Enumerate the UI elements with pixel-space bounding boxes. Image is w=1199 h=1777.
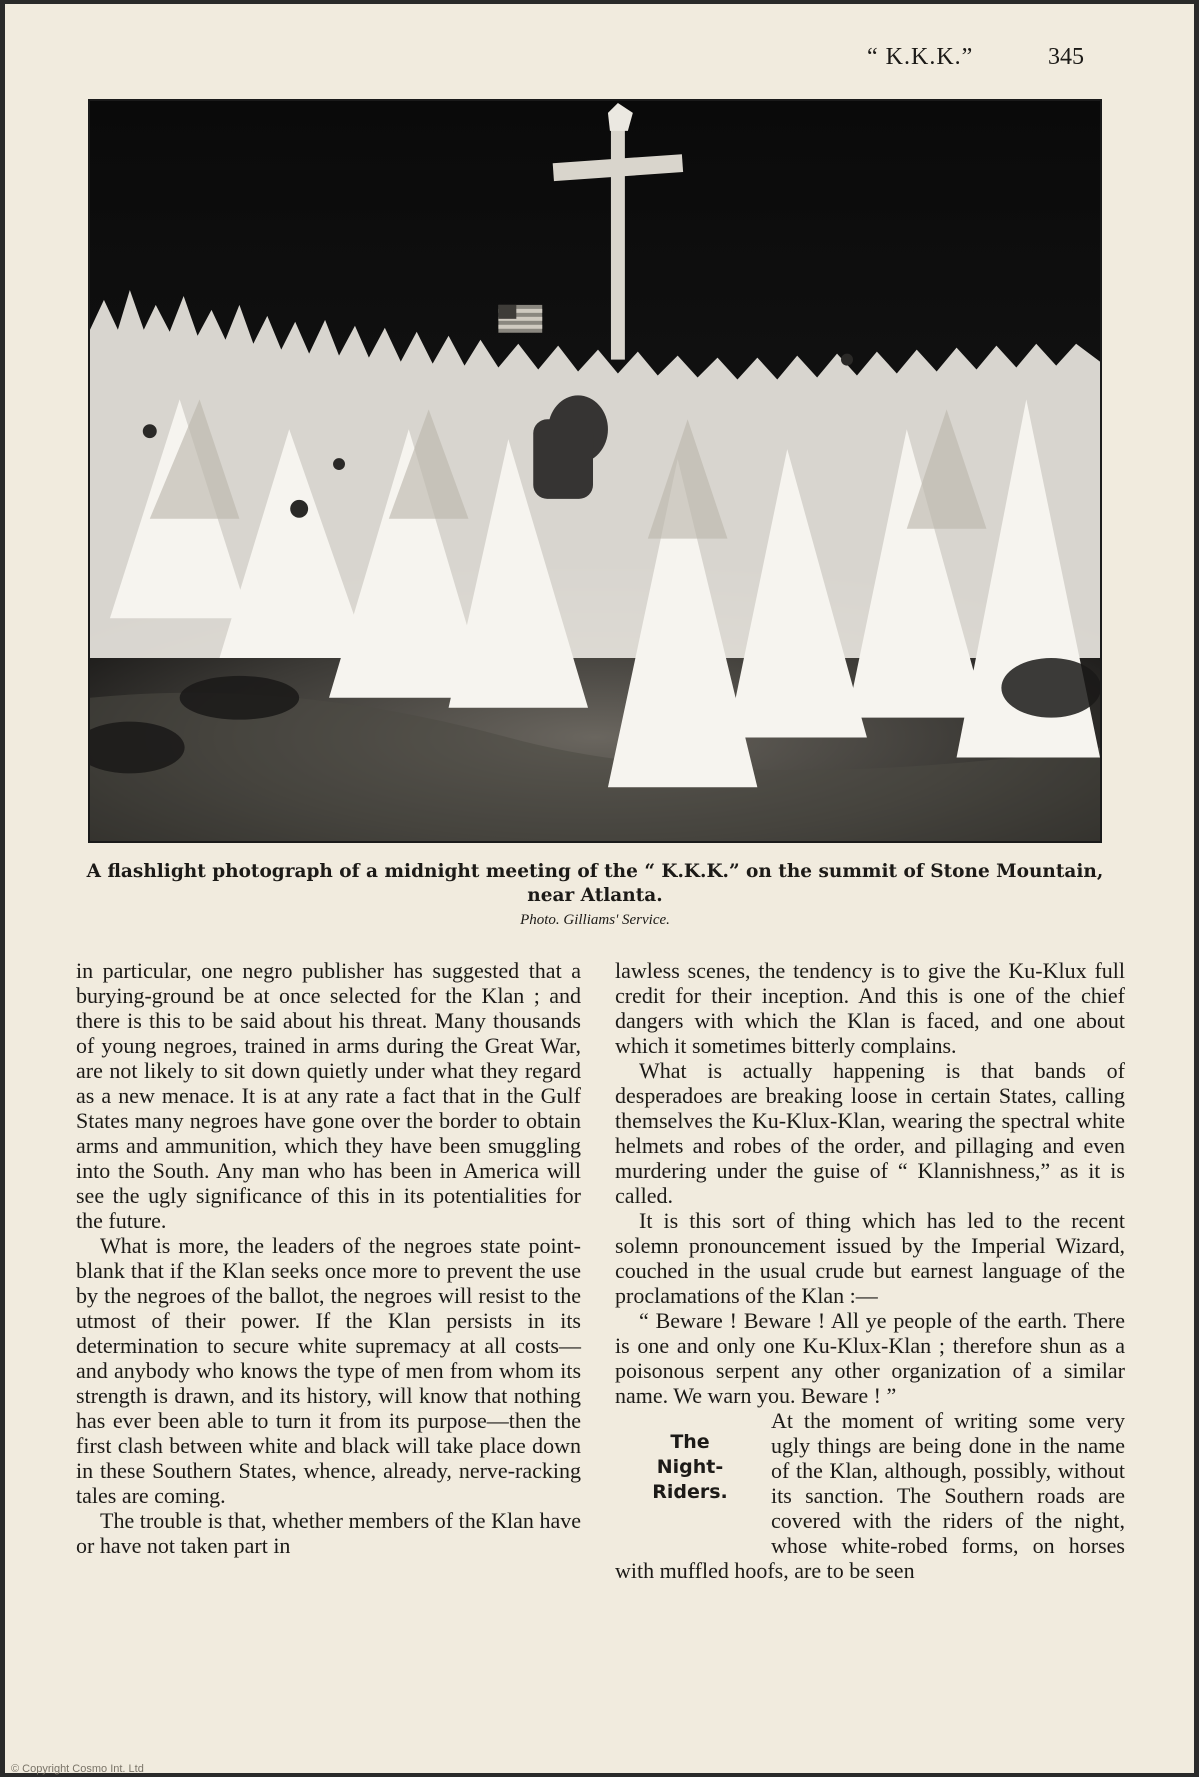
photo-caption: A flashlight photograph of a midnight meeting of the “ K.K.K.” on the summit of Stone Mountain, near Atlanta. [86, 861, 1104, 906]
running-title: “ K.K.K.” [867, 44, 974, 70]
paragraph: The trouble is that, whether members of the Klan have or have not taken part in [76, 1508, 581, 1558]
night-rally-photo [90, 101, 1100, 841]
left-column [76, 958, 581, 1558]
magazine-page [5, 4, 1194, 1773]
paragraph: What is more, the leaders of the negroes state point-blank that if the Klan seeks once more to prevent the use by the negroes of the ballot, the negroes will resist to the utmost of their power. If the Klan persists in its determination to secure white supremacy at all costs—and anybody who knows the type of men from whom its strength is drawn, and its history, will know that nothing has ever been able to turn it from its purpose—then the first clash between white and black will take place down in these Southern States, whence, already, nerve-racking tales are coming. [76, 1233, 581, 1508]
sidehead-line: The [670, 1431, 710, 1453]
sidehead-block [615, 1408, 1125, 1583]
photograph [88, 99, 1102, 843]
sidehead-line: Night- [656, 1456, 724, 1478]
right-column [615, 958, 1125, 1583]
page-number: 345 [1048, 44, 1084, 70]
photo-credit: Photo. Gilliams' Service. [520, 912, 670, 928]
paragraph: What is actually happening is that bands of desperadoes are breaking loose in certain States, calling themselves the Ku-Klux-Klan, wearing the spectral white helmets and robes of the order, and pillaging and even murdering under the guise of “ Klannishness,” as it is called. [615, 1058, 1125, 1208]
paragraph: in particular, one negro publisher has suggested that a burying-ground be at once selected for the Klan ; and there is this to be said about his threat. Many thousands of young negroes, trained in arms during the Great War, are not likely to sit down quietly under what they regard as a new menace. It is at any rate a fact that in the Gulf States many negroes have gone over the border to obtain arms and ammunition, which they have been smuggling into the South. Any man who has been in America will see the ugly significance of this in its potentialities for the future. [76, 958, 581, 1233]
quotation: “ Beware ! Beware ! All ye people of the earth. There is one and only one Ku-Klux-Klan ; therefore shun as a poisonous serpent any other organization of a similar name. We warn you. Beware ! ” [615, 1308, 1125, 1408]
paragraph: It is this sort of thing which has led to the recent solemn pronouncement issued by the Imperial Wizard, couched in the usual crude but earnest language of the proclamations of the Klan :— [615, 1208, 1125, 1308]
section-sidehead [615, 1430, 765, 1555]
copyright-watermark: © Copyright Cosmo Int. Ltd [11, 1763, 144, 1775]
paragraph: lawless scenes, the tendency is to give the Ku-Klux full credit for their inception. And this is one of the chief dangers with which the Klan is faced, and one about which it sometimes bitterly complains. [615, 958, 1125, 1058]
sidehead-line: Riders. [652, 1481, 728, 1503]
paragraph: At the moment of writing some very ugly things are being done in the name of the Klan, although, possibly, without its sanction. The Southern roads are covered with the riders of the night, whose white-robed forms, on horses with muffled hoofs, are to be seen [615, 1408, 1125, 1583]
